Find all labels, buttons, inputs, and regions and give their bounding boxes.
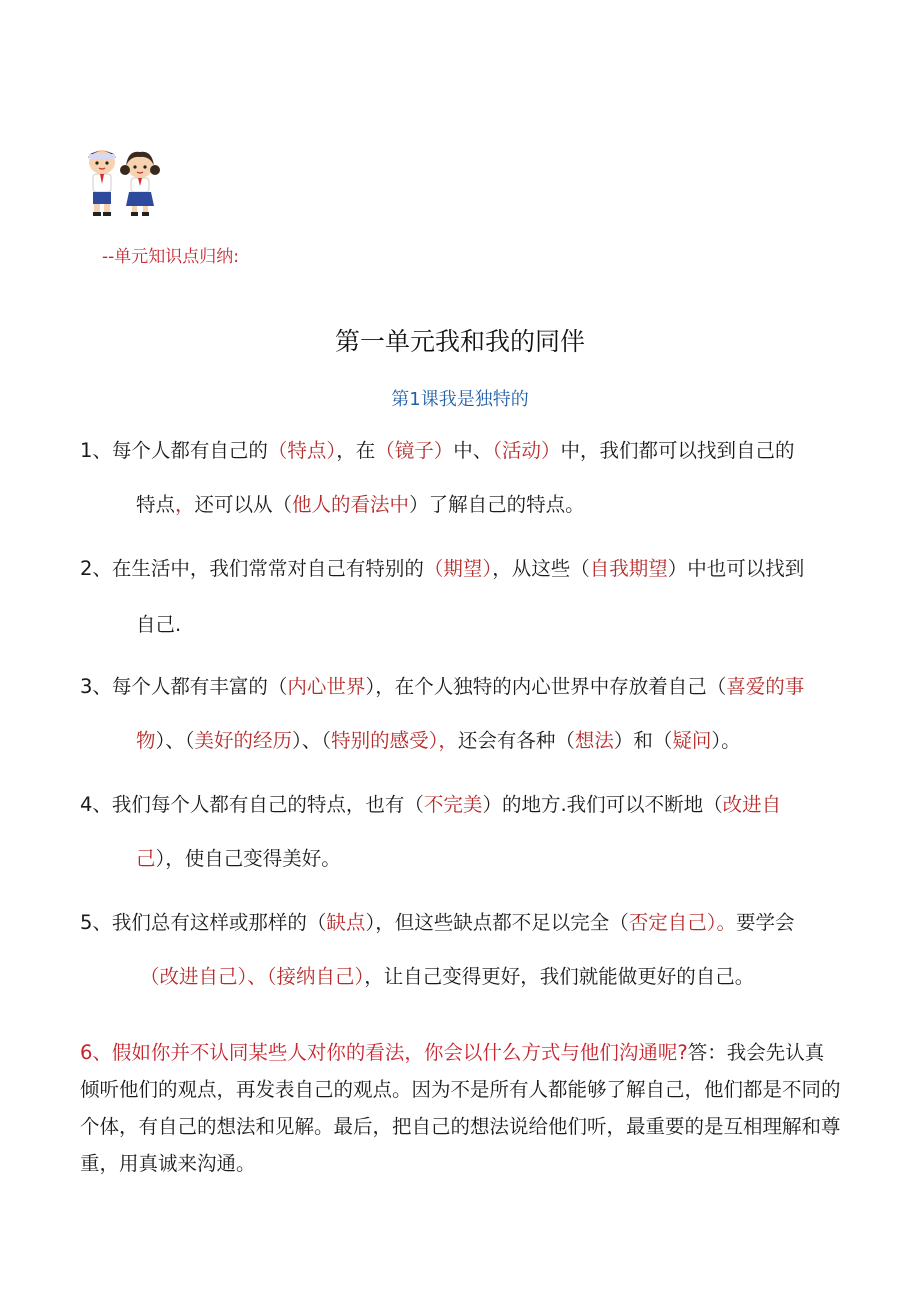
text: ，从这些（ (492, 557, 590, 580)
answer: 他人的看法中 (292, 493, 410, 516)
text: 5、我们总有这样或那样的（ (80, 911, 327, 934)
item-3-line-2 (136, 712, 741, 770)
text: ， (175, 493, 195, 516)
answer: （改进自己）、（接纳自己） (140, 965, 365, 988)
text: 特点 (136, 493, 176, 516)
kids-illustration (78, 146, 168, 218)
unit-summary-subtitle: --单元知识点归纳: (102, 247, 239, 267)
answer-6: 答：我会先认真倾听他们的观点，再发表自己的观点。因为不是所有人都能够了解自己，他们都是不同的个体，有自己的想法和见解。最后，把自己的想法说给他们听，最重要的是互相理解和尊重，用真诚来沟通。 (80, 1041, 841, 1175)
answer: 内心世界 (287, 675, 366, 698)
answer: 己 (136, 847, 156, 870)
item-5-line-1 (80, 894, 794, 952)
text: ）， (428, 729, 458, 752)
text: ，在 (336, 439, 376, 462)
boy-figure (88, 150, 116, 216)
item-1-line-1 (80, 422, 795, 480)
text: ）中也可以找到 (667, 557, 805, 580)
item-4-line-1 (80, 776, 781, 834)
answer: 疑问 (672, 729, 712, 752)
text: ），使自己变得美好。 (155, 847, 341, 870)
item-4-line-2 (136, 830, 341, 888)
lesson-title: 第1课我是独特的 (391, 389, 529, 410)
answer: 改进自 (722, 793, 782, 816)
text: 4、我们每个人都有自己的特点，也有（ (80, 793, 424, 816)
answer: （期望） (423, 557, 493, 580)
text: 自己. (136, 613, 182, 636)
question-6-paragraph (80, 1034, 842, 1182)
text: ）和（ (613, 729, 673, 752)
answer: 喜爱的事 (726, 675, 805, 698)
text: ，让自己变得更好，我们就能做更好的自己。 (364, 965, 755, 988)
text: ）了解自己的特点。 (409, 493, 585, 516)
answer: 特别的感受 (331, 729, 429, 752)
text: 中、 (453, 439, 493, 462)
answer: 物 (136, 729, 156, 752)
text: 3、每个人都有丰富的（ (80, 675, 288, 698)
text: ），在个人独特的内心世界中存放着自己（ (365, 675, 727, 698)
text: ）。 (711, 729, 741, 752)
text: ），但这些缺点都不足以完全（ (365, 911, 629, 934)
girl-figure (120, 152, 160, 216)
item-3-line-1 (80, 658, 804, 716)
text: ）、（ (292, 729, 332, 752)
answer: （活动） (492, 439, 561, 462)
text: 1、每个人都有自己的 (80, 439, 268, 462)
answer: 否定自己）。 (628, 911, 736, 934)
text: ）、（ (155, 729, 195, 752)
answer: （镜子） (375, 439, 454, 462)
text: 中，我们都可以找到自己的 (560, 439, 795, 462)
text: 还会有各种（ (457, 729, 575, 752)
answer: 自我期望 (589, 557, 668, 580)
text: ）的地方.我们可以不断地（ (482, 793, 723, 816)
answer: 想法 (574, 729, 614, 752)
answer: 缺点 (326, 911, 366, 934)
unit-title: 第一单元我和我的同伴 (334, 327, 585, 356)
text: 要学会 (735, 911, 795, 934)
item-2-line-2 (136, 596, 181, 654)
text: 2、在生活中，我们常常对自己有特别的 (80, 557, 424, 580)
item-5-line-2 (140, 948, 754, 1006)
item-2-line-1 (80, 540, 804, 598)
answer: （特点） (267, 439, 337, 462)
item-1-line-2 (136, 476, 585, 534)
question-6: 6、假如你并不认同某些人对你的看法，你会以什么方式与他们沟通呢? (80, 1041, 688, 1064)
text: 还可以从（ (194, 493, 293, 516)
answer: 美好的经历 (194, 729, 293, 752)
answer: 不完美 (423, 793, 483, 816)
